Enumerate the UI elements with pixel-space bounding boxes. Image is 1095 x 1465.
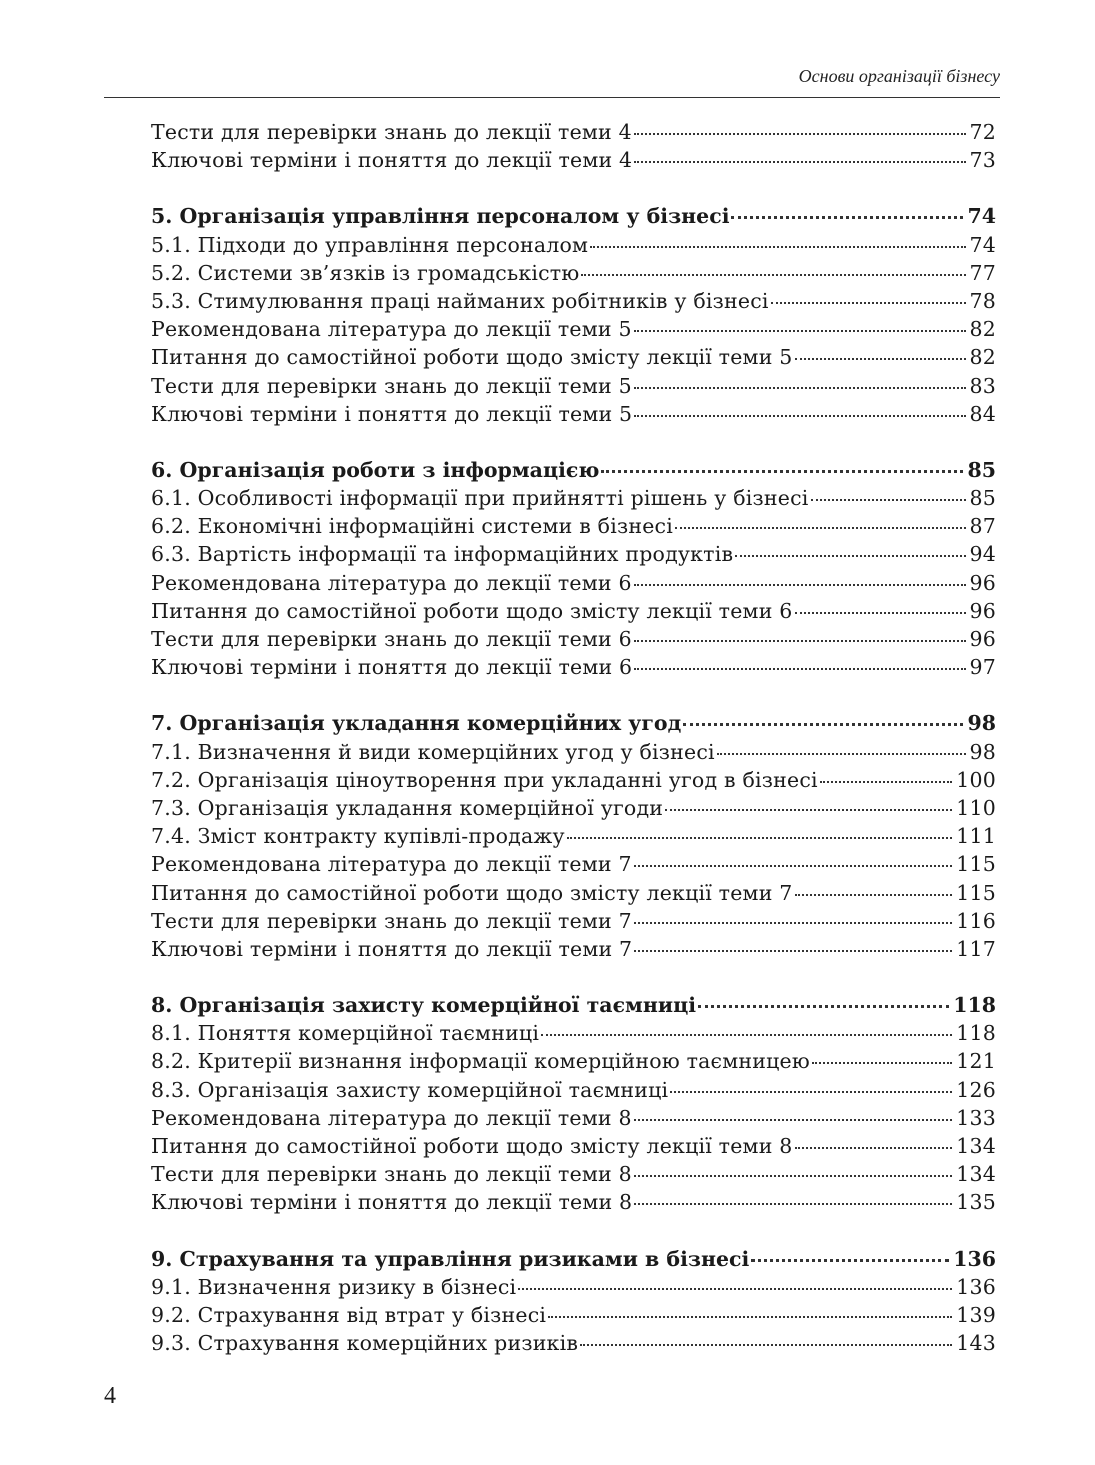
toc-entry-title: Рекомендована література до лекції теми 6 — [151, 570, 632, 595]
toc-entry-page: 85 — [967, 457, 996, 482]
toc-entry-page: 121 — [956, 1049, 996, 1074]
toc-entry-page: 134 — [956, 1134, 996, 1158]
dot-leader — [634, 584, 966, 586]
toc-section — [151, 456, 996, 682]
toc-entry-title: 8. Організація захисту комерційної таємниці — [151, 993, 697, 1018]
dot-leader — [771, 302, 966, 304]
toc-entry-page: 126 — [956, 1077, 996, 1102]
toc-entry[interactable] — [151, 287, 996, 315]
dot-leader — [634, 1119, 953, 1121]
toc-entry-page: 73 — [969, 148, 996, 173]
toc-entry[interactable] — [151, 259, 996, 287]
toc-entry-page: 118 — [953, 993, 996, 1018]
toc-entry-title: 7.3. Організація укладання комерційної угоди — [151, 795, 664, 820]
dot-leader — [634, 922, 952, 924]
toc-entry[interactable] — [151, 540, 996, 568]
toc-section — [151, 1245, 996, 1358]
toc-entry-title: 8.3. Організація захисту комерційної таємниці — [151, 1077, 669, 1102]
toc-entry-page: 74 — [967, 204, 996, 229]
toc-entry-title: Ключові терміни і поняття до лекції теми 5 — [151, 401, 633, 426]
toc-entry-title: 7.4. Зміст контракту купівлі-продажу — [151, 824, 565, 849]
toc-entry[interactable] — [151, 1132, 996, 1160]
toc-section — [151, 709, 996, 963]
dot-leader — [634, 1203, 952, 1205]
toc-entry-page: 111 — [956, 824, 996, 849]
dot-leader — [698, 1005, 949, 1008]
toc-entry[interactable] — [151, 1301, 996, 1329]
dot-leader — [634, 415, 965, 417]
dot-leader — [675, 527, 966, 529]
toc-entry[interactable] — [151, 1104, 996, 1132]
dot-leader — [567, 837, 953, 839]
toc-entry-title: 8.2. Критерії визнання інформації комерційною таємницею — [151, 1049, 810, 1074]
toc-entry-title: 9.2. Страхування від втрат у бізнесі — [151, 1302, 547, 1327]
toc-entry-page: 82 — [969, 345, 996, 370]
dot-leader — [731, 216, 963, 219]
toc-entry-page: 133 — [956, 1105, 996, 1130]
toc-entry-page: 115 — [956, 852, 996, 877]
dot-leader — [670, 1091, 952, 1093]
toc-entry-title: 7. Організація укладання комерційних угод — [151, 711, 682, 736]
toc-entry-title: Ключові терміни і поняття до лекції теми 7 — [151, 936, 633, 961]
toc-entry[interactable] — [151, 372, 996, 400]
toc-entry[interactable] — [151, 484, 996, 512]
table-of-contents — [151, 118, 996, 1357]
toc-entry[interactable] — [151, 1076, 996, 1104]
toc-entry-title: 9. Страхування та управління ризиками в бізнесі — [151, 1246, 750, 1271]
toc-entry-title: 8.1. Поняття комерційної таємниці — [151, 1021, 540, 1046]
page-number: 4 — [104, 1383, 116, 1409]
toc-entry-page: 94 — [969, 542, 996, 567]
dot-leader — [717, 753, 966, 755]
toc-entry-title: Ключові терміни і поняття до лекції теми 6 — [151, 655, 633, 680]
toc-entry[interactable] — [151, 512, 996, 540]
toc-entry-page: 116 — [956, 908, 996, 933]
dot-leader — [634, 865, 953, 867]
dot-leader — [601, 470, 963, 473]
toc-entry-title: 9.3. Страхування комерційних ризиків — [151, 1331, 579, 1356]
toc-entry[interactable] — [151, 653, 996, 681]
dot-leader — [795, 894, 953, 896]
dot-leader — [683, 723, 963, 726]
dot-leader — [634, 668, 965, 670]
dot-leader — [812, 1062, 952, 1064]
toc-entry-page: 115 — [956, 880, 996, 905]
toc-entry[interactable] — [151, 1019, 996, 1047]
toc-entry-title: Тести для перевірки знань до лекції теми 4 — [151, 120, 632, 144]
toc-chapter-heading[interactable] — [151, 991, 996, 1019]
dot-leader — [795, 1147, 953, 1149]
dot-leader — [581, 274, 965, 276]
toc-entry[interactable] — [151, 879, 996, 907]
toc-entry-page: 118 — [956, 1021, 996, 1046]
toc-entry-title: Тести для перевірки знань до лекції теми 5 — [151, 373, 632, 398]
toc-entry-page: 84 — [969, 401, 996, 426]
toc-chapter-heading[interactable] — [151, 202, 996, 230]
toc-section — [151, 202, 996, 428]
toc-entry-title: 6.1. Особливості інформації при прийнятті рішень у бізнесі — [151, 486, 809, 511]
toc-entry-page: 77 — [969, 260, 996, 285]
toc-entry-page: 135 — [956, 1190, 996, 1215]
toc-entry-page: 134 — [956, 1162, 996, 1187]
dot-leader — [735, 555, 965, 557]
dot-leader — [665, 809, 952, 811]
toc-entry-page: 139 — [956, 1302, 996, 1327]
dot-leader — [541, 1034, 952, 1036]
dot-leader — [634, 161, 965, 163]
toc-entry[interactable] — [151, 146, 996, 174]
toc-entry[interactable] — [151, 850, 996, 878]
toc-entry[interactable] — [151, 1329, 996, 1357]
toc-entry-title: Ключові терміни і поняття до лекції теми 8 — [151, 1190, 633, 1215]
toc-entry[interactable] — [151, 400, 996, 428]
toc-entry-title: 6.3. Вартість інформації та інформаційних продуктів — [151, 542, 734, 567]
toc-entry[interactable] — [151, 118, 996, 146]
toc-entry[interactable] — [151, 597, 996, 625]
toc-entry-title: Рекомендована література до лекції теми 5 — [151, 317, 632, 342]
dot-leader — [634, 133, 966, 135]
toc-entry-page: 98 — [969, 739, 996, 764]
dot-leader — [634, 387, 966, 389]
toc-entry-page: 82 — [969, 317, 996, 342]
toc-entry-page: 72 — [969, 120, 996, 144]
toc-entry-page: 136 — [956, 1274, 996, 1299]
toc-entry-title: 5.1. Підходи до управління персоналом — [151, 232, 589, 257]
toc-entry-title: Ключові терміни і поняття до лекції теми 4 — [151, 148, 633, 173]
toc-entry-page: 98 — [967, 711, 996, 736]
toc-entry-title: Рекомендована література до лекції теми 8 — [151, 1105, 632, 1130]
toc-entry[interactable] — [151, 625, 996, 653]
toc-entry-page: 110 — [956, 795, 996, 820]
toc-entry-title: 6. Організація роботи з інформацією — [151, 457, 600, 482]
toc-entry-page: 96 — [969, 627, 996, 651]
toc-entry-title: Тести для перевірки знань до лекції теми 8 — [151, 1162, 632, 1187]
dot-leader — [751, 1259, 949, 1262]
toc-entry[interactable] — [151, 231, 996, 259]
toc-entry-page: 85 — [969, 486, 996, 511]
dot-leader — [811, 499, 966, 501]
toc-entry[interactable] — [151, 935, 996, 963]
toc-entry[interactable] — [151, 343, 996, 371]
toc-entry[interactable] — [151, 1160, 996, 1188]
toc-entry-title: 5.3. Стимулювання праці найманих робітників у бізнесі — [151, 288, 769, 313]
toc-entry-page: 96 — [969, 598, 996, 623]
toc-entry-page: 78 — [969, 288, 996, 313]
dot-leader — [634, 640, 966, 642]
toc-entry[interactable] — [151, 569, 996, 597]
dot-leader — [548, 1316, 952, 1318]
toc-entry-title: Питання до самостійної роботи щодо змісту лекції теми 8 — [151, 1134, 793, 1158]
dot-leader — [795, 612, 966, 614]
toc-entry-page: 136 — [953, 1246, 996, 1271]
toc-entry[interactable] — [151, 1188, 996, 1216]
toc-entry-page: 100 — [956, 767, 996, 792]
dot-leader — [634, 950, 952, 952]
toc-entry-title: Питання до самостійної роботи щодо змісту лекції теми 7 — [151, 880, 793, 905]
toc-entry-title: 6.2. Економічні інформаційні системи в бізнесі — [151, 514, 673, 539]
toc-entry-title: 5.2. Системи зв’язків із громадськістю — [151, 260, 580, 285]
dot-leader — [795, 358, 966, 360]
toc-entry[interactable] — [151, 907, 996, 935]
dot-leader — [820, 781, 952, 783]
toc-entry-title: Рекомендована література до лекції теми 7 — [151, 852, 632, 877]
toc-entry[interactable] — [151, 738, 996, 766]
running-title: Основи організації бізнесу — [798, 66, 1000, 86]
toc-entry-title: 9.1. Визначення ризику в бізнесі — [151, 1274, 517, 1299]
toc-entry[interactable] — [151, 794, 996, 822]
toc-entry-page: 117 — [956, 936, 996, 961]
toc-chapter-heading[interactable] — [151, 1245, 996, 1273]
toc-section — [151, 991, 996, 1217]
toc-chapter-heading[interactable] — [151, 456, 996, 484]
dot-leader — [590, 246, 965, 248]
toc-entry-page: 87 — [969, 514, 996, 539]
toc-entry-page: 97 — [969, 655, 996, 680]
toc-entry-title: Питання до самостійної роботи щодо змісту лекції теми 6 — [151, 598, 793, 623]
dot-leader — [518, 1288, 952, 1290]
toc-entry[interactable] — [151, 1273, 996, 1301]
toc-entry-page: 96 — [969, 570, 996, 595]
toc-chapter-heading[interactable] — [151, 709, 996, 737]
dot-leader — [634, 330, 966, 332]
toc-entry-title: 7.1. Визначення й види комерційних угод у бізнесі — [151, 739, 715, 764]
toc-entry-title: Тести для перевірки знань до лекції теми 6 — [151, 627, 632, 651]
dot-leader — [580, 1344, 952, 1346]
header-rule — [104, 97, 1000, 98]
toc-entry-title: Питання до самостійної роботи щодо змісту лекції теми 5 — [151, 345, 793, 370]
toc-entry-page: 143 — [956, 1331, 996, 1356]
dot-leader — [634, 1175, 952, 1177]
toc-entry-page: 74 — [969, 232, 996, 257]
toc-entry[interactable] — [151, 822, 996, 850]
toc-entry[interactable] — [151, 1047, 996, 1075]
toc-entry-title: 5. Організація управління персоналом у бізнесі — [151, 204, 730, 229]
toc-entry-title: Тести для перевірки знань до лекції теми 7 — [151, 908, 632, 933]
toc-entry[interactable] — [151, 766, 996, 794]
toc-entry[interactable] — [151, 315, 996, 343]
toc-section — [151, 118, 996, 174]
toc-entry-title: 7.2. Організація ціноутворення при укладанні угод в бізнесі — [151, 767, 818, 792]
toc-entry-page: 83 — [969, 373, 996, 398]
